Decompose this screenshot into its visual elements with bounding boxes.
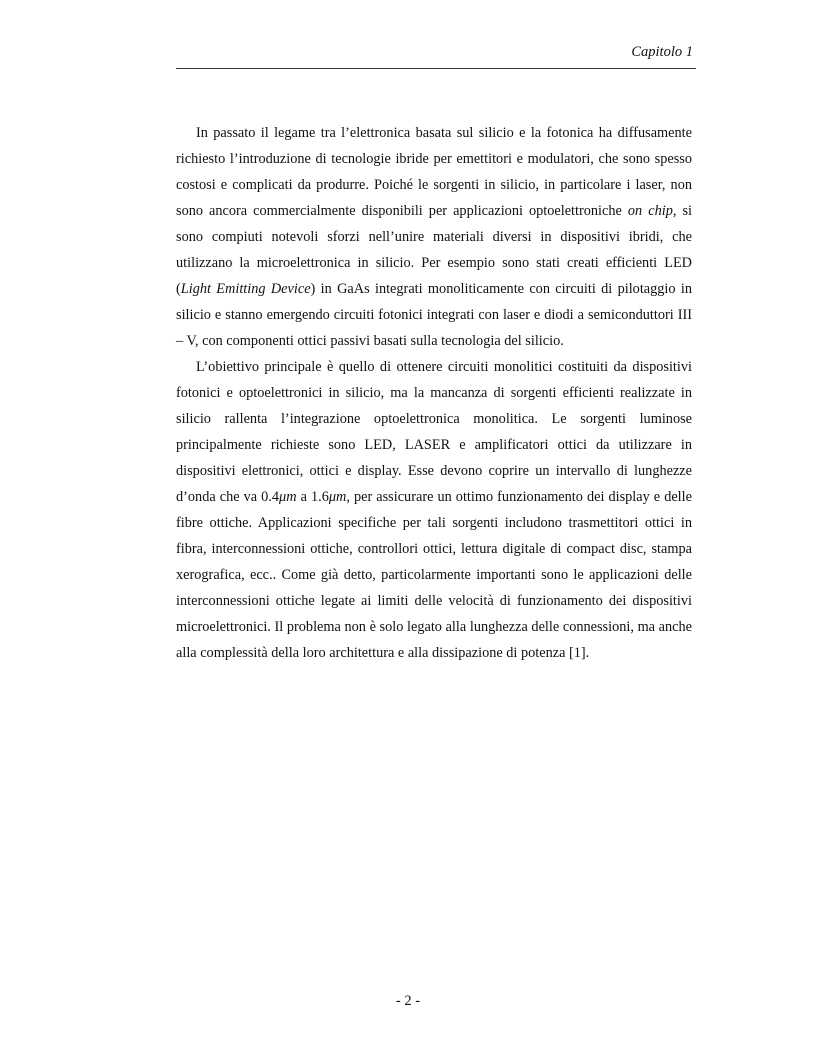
paragraph-2 [176,354,692,666]
paragraph-2-text-a: L’obiettivo principale è quello di ottenere circuiti monolitici costituiti da dispositivi fotonici e optoelettronici in silicio, ma la mancanza di sorgenti efficienti realizzate in silicio rallenta l’integrazione optoelettronica monolitica. Le sorgenti luminose principalmente richieste sono LED, LASER e amplificatori ottici da utilizzare in dispositivi elettronici, ottici e display. Esse devono coprire un intervallo di lunghezze d’onda che va 0.4 [176,359,692,505]
paragraph-2-unit-micrometer-1: μm [279,489,297,505]
paragraph-1-italic-led-term: Light Emitting Device [180,281,311,297]
paragraph-1-text-a: In passato il legame tra l’elettronica basata sul silicio e la fotonica ha diffusamente richiesto l’introduzione di tecnologie ibride per emettitori e modulatori, che sono spesso costosi e complicati da produrre. Poiché le sorgenti in silicio, in particolare i laser, non sono ancora commercialmente disponibili per applicazioni optoelettroniche [176,125,692,219]
paragraph-1-text-b: , si sono compiuti notevoli sforzi nell’unire materiali diversi in dispositivi ibridi, che utilizzano la microelettronica in silicio. Per esempio sono stati creati efficienti LED ( [176,203,692,297]
body-text [176,120,692,666]
chapter-label: Capitolo 1 [631,44,693,60]
paragraph-1 [176,120,692,354]
paragraph-2-unit-micrometer-2: μm [328,489,347,505]
paragraph-1-italic-on-chip: on chip [627,203,673,219]
paragraph-2-text-c: , per assicurare un ottimo funzionamento dei display e delle fibre ottiche. Applicazioni specifiche per tali sorgenti includono trasmettitori ottici in fibra, interconnessioni ottiche, controllori ottici, lettura digitale di compact disc, stampa xerografica, ecc.. Come già detto, particolarmente importanti sono le applicazioni delle interconnessioni ottiche legate ai limiti delle velocità di funzionamento dei dispositivi microelettronici. Il problema non è solo legato alla lunghezza delle connessioni, ma anche alla complessità della loro architettura e alla dissipazione di potenza [1]. [176,489,692,661]
paragraph-2-text-b: a 1.6 [296,489,329,505]
page-header [176,42,696,69]
page-number: - 2 - [395,993,421,1009]
paragraph-1-text-c: ) in GaAs integrati monoliticamente con circuiti di pilotaggio in silicio e stanno emergendo circuiti fotonici integrati con laser e diodi a semiconduttori III – V, con componenti ottici passivi basati sulla tecnologia del silicio. [176,281,692,349]
